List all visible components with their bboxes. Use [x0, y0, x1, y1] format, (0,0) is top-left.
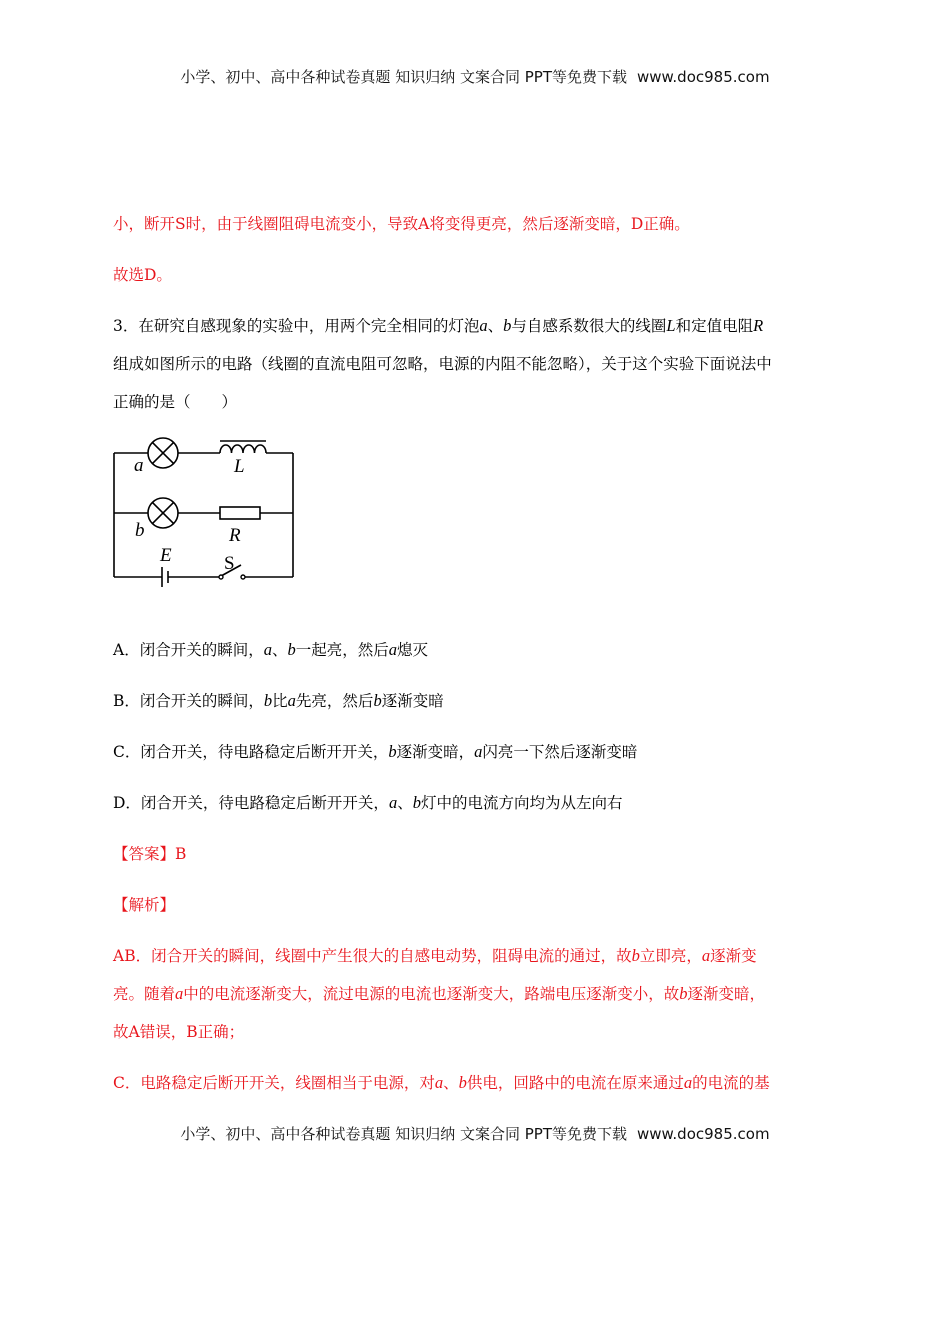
footer-site-link[interactable]: www.doc985.com [636, 1125, 770, 1143]
prev-solution-line-2: 故选D。 [113, 266, 172, 284]
option-d[interactable]: D．闭合开关，待电路稳定后断开开关，a、b灯中的电流方向均为从左向右 [113, 793, 623, 812]
resistor-icon [220, 507, 260, 519]
header-site-link[interactable]: www.doc985.com [636, 68, 770, 86]
analysis-line-3: 故A错误，B正确； [113, 1023, 245, 1041]
label-a: a [134, 455, 144, 476]
answer-label: 【答案】 [113, 845, 176, 863]
header-text: 小学、初中、高中各种试卷真题 知识归纳 文案合同 PPT等免费下载 [180, 68, 627, 86]
label-S: S [224, 553, 235, 574]
circuit-diagram [108, 428, 308, 590]
option-a[interactable]: A．闭合开关的瞬间，a、b一起亮，然后a熄灭 [113, 640, 428, 659]
question-line-1: 3．在研究自感现象的实验中，用两个完全相同的灯泡a、b与自感系数很大的线圈L和定值电阻R [113, 316, 764, 335]
inductor-coil [220, 445, 266, 453]
answer-line [113, 842, 186, 864]
footer-text: 小学、初中、高中各种试卷真题 知识归纳 文案合同 PPT等免费下载 [180, 1125, 627, 1143]
label-b: b [135, 520, 145, 541]
label-L: L [234, 456, 245, 477]
analysis-line-1: AB．闭合开关的瞬间，线圈中产生很大的自感电动势，阻碍电流的通过，故b立即亮，a逐渐变 [113, 946, 757, 965]
prev-solution-line-1: 小，断开S时，由于线圈阻碍电流变小，导致A将变得更亮，然后逐渐变暗，D正确。 [113, 215, 690, 233]
analysis-label: 【解析】 [113, 896, 176, 914]
label-E: E [160, 545, 172, 566]
switch-contact-right [241, 575, 245, 579]
page-footer [0, 1123, 950, 1144]
answer-value: B [175, 845, 187, 863]
analysis-line-2: 亮。随着a中的电流逐渐变大，流过电源的电流也逐渐变大，路端电压逐渐变小，故b逐渐变暗， [113, 984, 766, 1003]
page-header [0, 66, 950, 87]
option-c[interactable]: C．闭合开关，待电路稳定后断开开关，b逐渐变暗，a闪亮一下然后逐渐变暗 [113, 742, 638, 761]
option-b[interactable]: B．闭合开关的瞬间，b比a先亮，然后b逐渐变暗 [113, 691, 444, 710]
question-line-2: 组成如图所示的电路（线圈的直流电阻可忽略，电源的内阻不能忽略），关于这个实验下面说法中 [113, 355, 772, 373]
label-R: R [229, 525, 241, 546]
switch-contact-left [219, 575, 223, 579]
analysis-line-4: C．电路稳定后断开开关，线圈相当于电源，对a、b供电，回路中的电流在原来通过a的电流的基 [113, 1073, 770, 1092]
question-line-3: 正确的是（ ） [113, 393, 238, 411]
